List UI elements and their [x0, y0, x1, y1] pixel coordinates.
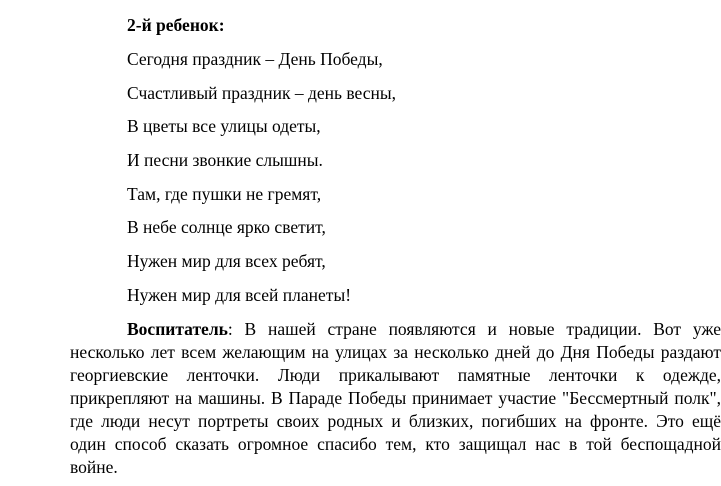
poem-line: Нужен мир для всех ребят, — [127, 251, 326, 272]
poem — [127, 48, 396, 318]
poem-line: В небе солнце ярко светит, — [127, 217, 326, 238]
poem-line: Там, где пушки не гремят, — [127, 183, 322, 204]
poem-line: Счастливый праздник – день весны, — [127, 82, 396, 103]
poem-line: Сегодня праздник – День Победы, — [127, 49, 383, 69]
narration-text: : В нашей стране появляются и новые традиции. Вот уже несколько лет всем желающим на улицах за несколько дней до Дня Победы раздают георгиевские ленточки. Люди прикалывают памятные ленточки к одежде, прикрепляют на машины. В Параде Победы принимает участие "Бессмертный полк", где люди несут портреты своих родных и близких, погибших на фронте. Это ещё один способ сказать огромное спасибо тем, кто защищал нас в той беспощадной войне. — [70, 319, 721, 477]
narrator-name: Воспитатель — [127, 319, 228, 339]
speaker-heading: 2-й ребенок: — [127, 15, 225, 35]
narration-paragraph — [70, 318, 721, 479]
poem-line: И песни звонкие слышны. — [127, 150, 323, 171]
poem-line: В цветы все улицы одеты, — [127, 116, 321, 137]
poem-line: Нужен мир для всей планеты! — [127, 284, 352, 305]
